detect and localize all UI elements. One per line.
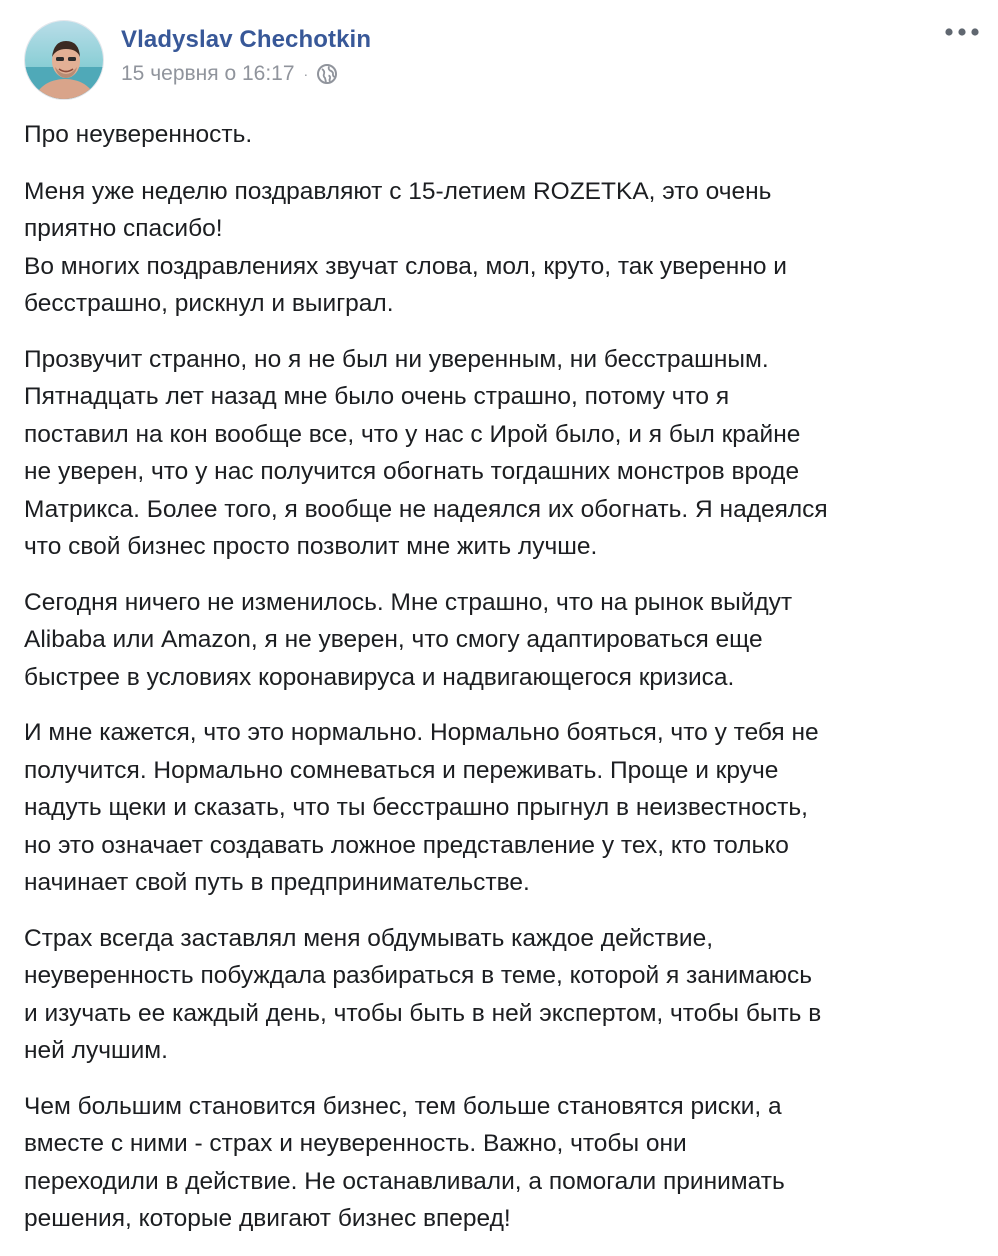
separator-dot: · bbox=[303, 66, 309, 82]
post-paragraph: Прозвучит странно, но я не был ни уверенным, ни бесстрашным. Пятнадцать лет назад мне было очень страшно, потому что я поставил на кон вообще все, что у нас с Ирой было, и я был крайне не уверен, что у нас получится обогнать тогдашних монстров вроде Матрикса. Более того, я вообще не надеялся их обогнать. Я надеялся что свой бизнес просто позволит мне жить лучше. bbox=[24, 345, 828, 560]
post-body bbox=[24, 116, 974, 1256]
avatar[interactable] bbox=[24, 20, 104, 100]
globe-icon[interactable] bbox=[316, 63, 338, 85]
post-subline bbox=[121, 61, 371, 87]
post-paragraph: Чем большим становится бизнес, тем больше становятся риски, а вместе с ними - страх и неуверенность. Важно, чтобы они переходили в действие. Не останавливали, а помогали принимать решения, которые двигают бизнес вперед! bbox=[24, 1092, 785, 1232]
more-options-button[interactable] bbox=[942, 20, 982, 44]
post-header bbox=[24, 20, 371, 100]
profile-photo bbox=[25, 21, 103, 99]
post-meta bbox=[121, 25, 371, 87]
post-paragraph: И мне кажется, что это нормально. Нормально бояться, что у тебя не получится. Нормально сомневаться и переживать. Проще и круче надуть щеки и сказать, что ты бесстрашно прыгнул в неизвестность, но это означает создавать ложное представление у тех, кто только начинает свой путь в предпринимательстве. bbox=[24, 719, 819, 896]
post-paragraph: Меня уже неделю поздравляют с 15-летием ROZETKA, это очень приятно спасибо! Во многих поздравлениях звучат слова, мол, круто, так уверенно и бесстрашно, рискнул и выиграл. bbox=[24, 177, 787, 317]
post-paragraph: Страх всегда заставлял меня обдумывать каждое действие, неуверенность побуждала разбираться в теме, которой я занимаюсь и изучать ее каждый день, чтобы быть в ней экспертом, чтобы быть в ней лучшим. bbox=[24, 924, 822, 1064]
author-name[interactable]: Vladyslav Chechotkin bbox=[121, 26, 372, 53]
post-paragraph: Сегодня ничего не изменилось. Мне страшно, что на рынок выйдут Alibaba или Amazon, я не уверен, что смогу адаптироваться еще быстрее в условиях коронавируса и надвигающегося кризиса. bbox=[24, 588, 793, 691]
more-options-icon bbox=[945, 28, 979, 36]
post-timestamp[interactable]: 15 червня о 16:17 bbox=[121, 62, 295, 85]
post-paragraph: Про неуверенность. bbox=[24, 121, 253, 148]
